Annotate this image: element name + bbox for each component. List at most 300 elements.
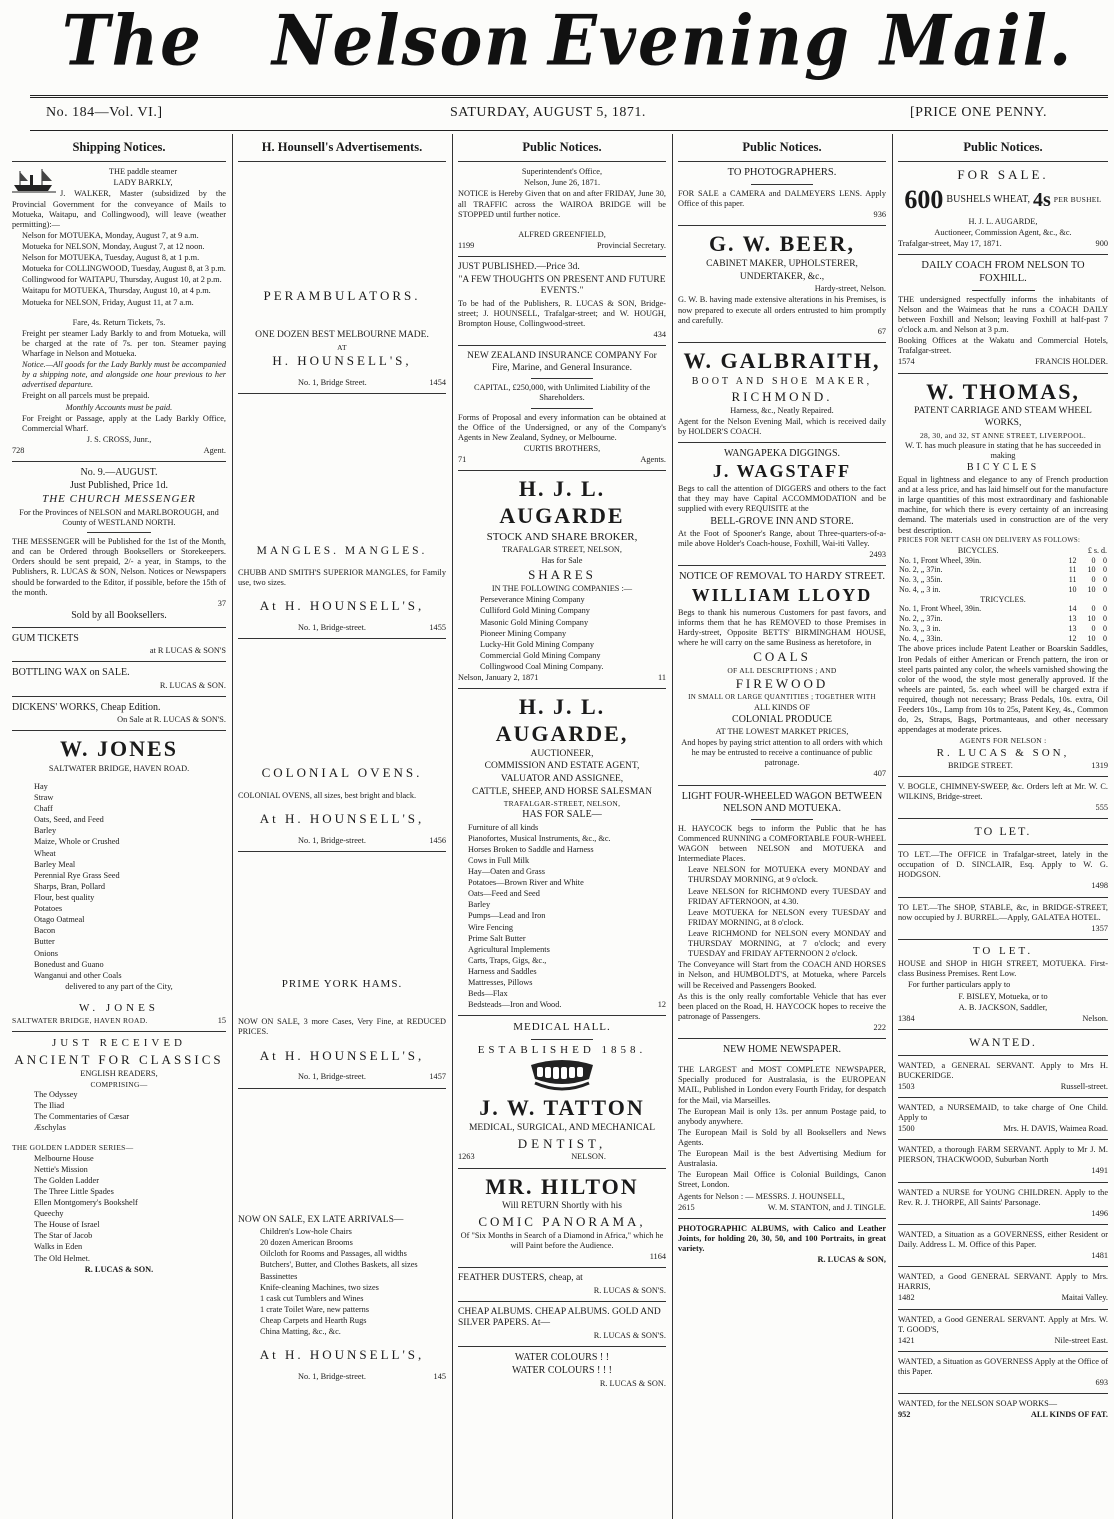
sailing-item: Waitapu for MOTUEKA, Thursday, August 10, at 4 p.m. — [22, 286, 211, 296]
ad-number: 1357 — [1091, 923, 1108, 933]
ad-text: The European Mail is only 13s. per annum Postage paid, to anybody anywhere. — [678, 1106, 886, 1126]
ad-text: CATTLE, SHEEP, AND HORSE SALESMAN — [472, 786, 652, 797]
table-cell: 10 — [1087, 584, 1096, 594]
ad-title: NEW HOME NEWSPAPER. — [722, 1044, 842, 1056]
list-item: Bacon — [34, 926, 56, 936]
list-item: Nettie's Mission — [34, 1164, 88, 1174]
ad-text: UNDERTAKER, &c., — [739, 271, 825, 282]
table-cell: 10 — [1068, 584, 1077, 594]
ad-signature: H. J. L. AUGARDE, — [968, 216, 1038, 226]
table-cell: 12 — [1068, 633, 1077, 643]
ad-text: R. LUCAS & SON. — [159, 680, 226, 690]
ad-text: J. WALKER, Master (subsidized by the Provincial Government for the conveyance of Mails to Motueka, Waitapu, and Collingwood), will leave (weather permitting):— — [12, 189, 226, 229]
column-divider — [672, 134, 673, 1519]
masthead — [0, 0, 1114, 92]
ad-number: 1491 — [1091, 1166, 1108, 1176]
ad-text: JUST PUBLISHED.—Price 3d. — [458, 262, 580, 273]
bicycle-price-table — [898, 546, 1108, 644]
table-cell: 0 — [1103, 623, 1107, 633]
list-item: Beds—Flax — [468, 989, 508, 999]
ad-text: JUST RECEIVED — [52, 1037, 186, 1050]
list-item: Wanganui and other Coals — [34, 970, 122, 980]
ad-text: THE GOLDEN LADDER SERIES— — [12, 1143, 134, 1153]
column-public-notices-1 — [458, 134, 666, 1519]
ad-wagon — [678, 791, 886, 1034]
table-cell: 0 — [1103, 565, 1107, 575]
ad-title: PRIME YORK HAMS. — [281, 977, 403, 990]
sailing-item: Motueka for NELSON, Monday, August 7, at 12 noon. — [22, 242, 205, 252]
ad-title: H. J. L. AUGARDE — [499, 476, 625, 528]
list-item: The Commentaries of Cæsar — [34, 1112, 130, 1122]
ad-text: WATER COLOURS ! ! ! — [512, 1365, 612, 1377]
list-item: Children's Low-hole Chairs — [260, 1227, 352, 1237]
ad-text: WANTED, for the NELSON SOAP WORKS— — [898, 1399, 1058, 1409]
ad-text: The European Mail Office is Colonial Buildings, Canon Street, London. — [678, 1170, 886, 1190]
ad-text: DENTIST, — [517, 1135, 607, 1151]
list-item: Collingwood Coal Mining Company. — [480, 662, 604, 672]
ad-thoughts — [458, 262, 666, 340]
ad-number: 1199 — [458, 240, 475, 250]
ad-text: THE undersigned respectfully informs the inhabitants of Nelson and the Waimeas that he runs a COACH DAILY between Foxhill and Nelson; leaving Foxhill at half-past 7 o'clock a.m. and Nelson at 3 p.m. — [898, 294, 1108, 335]
ad-title: PERAMBULATORS. — [263, 288, 421, 304]
ad-text: COMMISSION AND ESTATE AGENT, — [484, 761, 640, 772]
table-cell: 0 — [1103, 575, 1107, 585]
list-item: Potatoes—Brown River and White — [468, 878, 584, 888]
wanted-ad — [898, 1357, 1108, 1388]
list-item: Hay—Oaten and Grass — [468, 866, 545, 876]
masthead-word: The — [62, 0, 203, 82]
ad-text: WANTED, a NURSEMAID, to take charge of One Child. Apply to — [898, 1102, 1108, 1122]
section-wanted — [898, 1035, 1108, 1420]
ad-text: V. BOGLE, CHIMNEY-SWEEP, &c. Orders left at Mr. W. C. WILKINS, Bridge-street. — [898, 782, 1108, 802]
table-row — [898, 556, 1108, 566]
ad-text: Just Published, Price 1d. — [69, 480, 169, 492]
ad-number: 900 — [1095, 239, 1108, 249]
issue-number: No. 184—Vol. VI.] — [46, 105, 163, 120]
list-item: Sharps, Bran, Pollard — [34, 881, 105, 891]
ad-title: COLONIAL OVENS. — [261, 765, 423, 780]
ad-address: BRIDGE STREET. — [948, 761, 1013, 771]
list-item: Commercial Gold Mining Company — [480, 650, 601, 660]
ad-text: R. LUCAS & SON'S. — [593, 1331, 666, 1341]
ad-text: For Freight or Passage, apply at the Lady Barkly Office, Commercial Wharf. — [22, 413, 226, 433]
sailing-list — [12, 231, 226, 308]
list-item: China Matting, &c., &c. — [260, 1327, 341, 1337]
ad-title: WILLIAM LLOYD — [691, 584, 873, 605]
ad-text: Begs to call the attention of DIGGERS and others to the fact that they may have Capital ACCOMMODATION and be supplied with every REQUISITE at the — [678, 484, 886, 514]
ad-text: Harness, &c., Neatly Repaired. — [730, 405, 834, 415]
company-list — [458, 595, 666, 672]
column-shipping — [12, 134, 226, 1519]
ad-medical-hall — [458, 1021, 666, 1162]
ad-number: 145 — [433, 1372, 446, 1382]
item-list — [12, 782, 226, 981]
list-item: The Odyssey — [34, 1089, 78, 1099]
table-cell: 10 — [1087, 565, 1096, 575]
ad-shop: At H. HOUNSELL'S, — [259, 810, 425, 826]
sale-list — [458, 823, 666, 1011]
list-item: Mattresses, Pillows — [468, 978, 533, 988]
ad-number: 1263 — [458, 1152, 475, 1162]
ad-text: R. LUCAS & SON. — [599, 1378, 666, 1388]
ad-text: Notice.—All goods for the Lady Barkly must be accompanied by a shipping note, and alongside one hour previous to her advertised departure. — [22, 360, 226, 390]
ad-mangles — [238, 399, 446, 633]
list-item: Prime Salt Butter — [468, 933, 526, 943]
ad-shop: H. HOUNSELL'S, — [272, 352, 412, 368]
list-item: The Iliad — [34, 1101, 65, 1111]
list-item: Bedsteads—Iron and Wood. — [468, 1000, 562, 1010]
list-item: Hay — [34, 781, 48, 791]
ad-text: W. T. has much pleasure in stating that he has succeeded in making — [905, 440, 1101, 460]
ad-text: Agents. — [640, 455, 666, 464]
column-heading: H. Hounsell's Advertisements. — [261, 140, 423, 154]
sailing-item: Motueka for NELSON, Friday, August 11, at 7 a.m. — [22, 297, 194, 307]
list-item: Horses Broken to Saddle and Harness — [468, 844, 594, 854]
ad-text: NELSON. — [571, 1152, 606, 1162]
table-row — [898, 575, 1108, 585]
ad-text: MEDICAL, SURGICAL, AND MECHANICAL — [468, 1123, 656, 1134]
table-cell: No. 2, „ 37in. — [899, 565, 943, 575]
ad-wheat-sale — [898, 167, 1108, 249]
ad-text: Forms of Proposal and every information can be obtained at the Office of the Undersigned, or any of the Company's Agents in New Zealand, Sydney, or Melbourne. — [458, 412, 666, 442]
ad-text: To be had of the Publishers, R. LUCAS & SON, Bridge-street; J. HOUNSELL, Trafalgar-street; and W. HOUGH, Brompton House, Collingwood-street. — [458, 298, 666, 328]
ad-address: No. 1, Bridge-street. — [298, 1072, 366, 1082]
ad-text: RICHMOND. — [731, 388, 833, 404]
ad-title: NEW ZEALAND INSURANCE COMPANY For Fire, Marine, and General Insurance. — [467, 351, 657, 373]
ad-text: Trafalgar-street, May 17, 1871. — [898, 239, 1002, 249]
ad-text: BICYCLES — [966, 461, 1040, 473]
dateline — [0, 104, 1114, 126]
ship-name: LADY BARKLY, — [113, 178, 173, 188]
ad-signature: CURTIS BROTHERS, — [523, 443, 601, 453]
ad-text: WATER COLOURS ! ! — [514, 1352, 610, 1364]
ad-title: "A FEW THOUGHTS ON PRESENT AND FUTURE EVENTS." — [458, 274, 666, 297]
table-cell: No. 4, „ 33in. — [899, 633, 943, 643]
ad-text: CAPITAL, £250,000, with Unlimited Liability of the Shareholders. — [473, 383, 651, 403]
ad-title: FOR SALE. — [957, 167, 1049, 183]
ad-cheap-albums — [458, 1307, 666, 1341]
wanted-ad — [898, 1315, 1108, 1346]
table-cell: 0 — [1103, 604, 1107, 614]
ad-text: ESTABLISHED 1858. — [477, 1043, 647, 1056]
table-header: £ s. d. — [1087, 545, 1107, 555]
ad-daily-coach — [898, 260, 1108, 367]
ad-text: ONE DOZEN BEST MELBOURNE MADE. — [255, 330, 429, 341]
list-item: The Golden Ladder — [34, 1175, 99, 1185]
ad-text: COLONIAL PRODUCE — [732, 713, 832, 725]
table-cell: 0 — [1103, 614, 1107, 624]
schedule-item: Leave NELSON for MOTUEKA every MONDAY and THURSDAY MORNING, at 9 o'clock. — [688, 865, 886, 885]
ad-text: H. HAYCOCK begs to inform the Public that he has Commenced RUNNING a COMFORTABLE FOUR-WHEEL WAGON between NELSON and MOTUEKA and Intermediate Places. — [678, 823, 886, 864]
list-item: Cows in Full Milk — [468, 855, 530, 865]
ad-beer — [678, 231, 886, 337]
table-header: BICYCLES. — [957, 545, 999, 555]
ad-title: J. WAGSTAFF — [712, 461, 852, 482]
ad-text: Nelson. — [1082, 1013, 1108, 1023]
column-heading: Public Notices. — [963, 140, 1043, 154]
ad-text: IN THE FOLLOWING COMPANIES :— — [491, 584, 633, 594]
table-cell: 10 — [1087, 633, 1096, 643]
list-item: Furniture of all kinds — [468, 822, 539, 832]
column-public-notices-3 — [898, 134, 1108, 1519]
table-cell: 10 — [1087, 614, 1096, 624]
ad-number: 1455 — [429, 622, 446, 632]
ad-dickens — [12, 702, 226, 725]
section-title: WANTED. — [969, 1034, 1037, 1049]
ad-text: The European Mail is the best Advertising Medium for Australasia. — [678, 1149, 886, 1169]
ad-number: 2615 — [678, 1202, 695, 1212]
table-cell: 0 — [1103, 633, 1107, 643]
ad-number: 952 — [898, 1410, 911, 1420]
list-item: Bassinettes — [260, 1271, 298, 1281]
ad-number: 555 — [1095, 803, 1108, 813]
ad-text: Fare, 4s. Return Tickets, 7s. — [72, 317, 166, 327]
schedule-item: Leave RICHMOND for NELSON every MONDAY and THURSDAY MORNING, at 7 o'clock; and every TUESDAY and FRIDAY AFTERNOON 2 o'clock. — [688, 928, 886, 959]
ad-photographers — [678, 167, 886, 220]
list-item: Chaff — [34, 804, 53, 814]
ad-thomas-bicycles — [898, 379, 1108, 772]
ad-text: F. BISLEY, Motueka, or to — [958, 991, 1048, 1001]
ad-text: WANTED, a Good GENERAL SERVANT. Apply at Mrs. W. T. GOOD'S, — [898, 1314, 1108, 1334]
ad-lady-barkly — [12, 167, 226, 456]
ad-number: 1456 — [429, 835, 446, 845]
masthead-word: Mail. — [880, 0, 1074, 82]
ad-text: A. B. JACKSON, Saddler, — [958, 1002, 1048, 1012]
ad-text: Superintendent's Office, — [521, 167, 603, 177]
masthead-rule — [30, 95, 1108, 98]
ad-text: COALS — [753, 649, 811, 665]
ad-title: W. GALBRAITH, — [683, 347, 881, 373]
ad-text: For further particulars apply to — [908, 980, 1011, 990]
list-item: Oats, Seed, and Feed — [34, 815, 104, 825]
list-item: Maize, Whole or Crushed — [34, 837, 120, 847]
ad-signature: R. LUCAS & SON. — [84, 1264, 154, 1274]
ad-text: Freight on all parcels must be prepaid. — [22, 391, 150, 401]
ad-text: BUSHELS WHEAT, — [946, 193, 1030, 205]
ad-text: On Sale at R. LUCAS & SON'S. — [117, 714, 226, 724]
wanted-ad — [898, 1272, 1108, 1303]
ad-title: G. W. BEER, — [708, 231, 856, 257]
ad-text: Monthly Accounts must be paid. — [65, 402, 173, 412]
ad-text: For the Provinces of NELSON and MARLBOROUGH, and County of WESTLAND NORTH. — [19, 507, 219, 527]
sailing-item: Motueka for COLLINGWOOD, Tuesday, August 8, at 3 p.m. — [22, 264, 226, 274]
ad-title: MR. HILTON — [485, 1173, 639, 1199]
list-item: Bonedust and Guano — [34, 959, 104, 969]
table-cell: 0 — [1091, 575, 1096, 585]
table-cell: 12 — [1068, 555, 1077, 565]
ad-signature: J. S. CROSS, Junr., — [86, 434, 152, 444]
section-title: TO LET. — [974, 824, 1032, 839]
ad-number: 15 — [217, 1016, 226, 1026]
ad-bottling-wax — [12, 667, 226, 690]
ad-address: No. 1, Bridge-street. — [298, 835, 366, 845]
ad-text: AT THE LOWEST MARKET PRICES, — [715, 726, 849, 736]
ad-number: 1164 — [649, 1252, 666, 1262]
list-item: Perennial Rye Grass Seed — [34, 870, 120, 880]
ad-text: Sold by all Booksellers. — [71, 609, 167, 621]
ad-text: STOCK AND SHARE BROKER, — [486, 530, 638, 543]
ad-text: HOUSE and SHOP in HIGH STREET, MOTUEKA. First-class Business Premises. Rent Low. — [898, 959, 1108, 979]
ad-number: 1457 — [429, 1072, 446, 1082]
list-item: Wheat — [34, 848, 56, 858]
ad-text: IN SMALL OR LARGE QUANTITIES ; TOGETHER WITH — [688, 693, 876, 702]
ad-title: ANCIENT FOR CLASSICS — [14, 1051, 224, 1067]
ad-number: 1421 — [898, 1335, 915, 1345]
wanted-ad — [898, 1061, 1108, 1092]
ad-title: W. THOMAS, — [926, 378, 1080, 404]
ad-augarde-auctioneer — [458, 694, 666, 1010]
ad-text: WANTED, a thorough FARM SERVANT. Apply to Mr J. M. PIERSON, THACKWOOD, Suburban North — [898, 1145, 1108, 1165]
table-cell: No. 1, Front Wheel, 39in. — [899, 555, 982, 565]
ad-text: VALUATOR AND ASSIGNEE, — [500, 774, 624, 785]
ad-text: THE MESSENGER will be Published for the 1st of the Month, and can be Ordered through Booksellers or Storekeepers. Orders should be sent prepaid, 2/- a year, in Stamps, to the Publishers, R. LUCAS & SON, Nelson. Notices or Newspapers should be forwarded to the Editor, if possible, before the 15th of the month. — [12, 537, 226, 597]
ad-arrivals — [238, 1094, 446, 1383]
ad-text: G. W. B. having made extensive alterations in his Premises, is now prepared to execute all orders entrusted to him promptly and carefully. — [678, 295, 886, 325]
ad-text: Of "Six Months in Search of a Diamond in Africa," which he will Paint before the Audience. — [460, 1230, 664, 1250]
ad-text: AGENTS FOR NELSON : — [959, 736, 1047, 746]
ad-text: FEATHER DUSTERS, cheap, at — [458, 1273, 583, 1284]
table-cell: 14 — [1068, 604, 1077, 614]
ad-title: DAILY COACH FROM NELSON TO FOXHILL. — [921, 260, 1085, 284]
ad-text: AT — [337, 342, 347, 352]
list-item: Barley Meal — [34, 859, 76, 869]
ad-title: H. J. L. AUGARDE, — [495, 694, 629, 747]
ad-text: Freight per steamer Lady Barkly to and from Motueka, will be charged at the rate of 7s. per ton. Steamer paying Wharfage in Nelson and Motueka. — [22, 328, 226, 358]
book-list — [12, 1154, 226, 1264]
ad-hilton — [458, 1174, 666, 1263]
ad-text: Agent for the Nelson Evening Mail, which is received daily by HOLDER'S COACH. — [678, 416, 886, 436]
column-divider — [232, 134, 233, 1519]
ad-number: 1496 — [1091, 1208, 1108, 1218]
ad-title: MANGLES. MANGLES. — [256, 544, 428, 557]
ad-text: Nelson, January 2, 1871 — [458, 673, 539, 683]
ad-address: Mrs. H. DAVIS, Waimea Road. — [1003, 1124, 1108, 1134]
table-row — [898, 624, 1108, 634]
ad-text: CABINET MAKER, UPHOLSTERER, — [706, 259, 858, 270]
column-hounsell — [238, 134, 446, 1519]
ad-text: at R LUCAS & SON'S — [149, 646, 226, 656]
list-item: Oats—Feed and Seed — [468, 889, 540, 899]
ad-text: TO LET.—The SHOP, STABLE, &c, in BRIDGE-STREET, now occupied by J. BURREL.—Apply, GALATEA HOTEL. — [898, 902, 1108, 922]
list-item: 20 dozen American Brooms — [260, 1238, 353, 1248]
list-item: Harness and Saddles — [468, 966, 537, 976]
ad-text: Auctioneer, Commission Agent, &c., &c. — [934, 227, 1072, 237]
ad-text: CHEAP ALBUMS. CHEAP ALBUMS. GOLD AND SILVER PAPERS. At— — [458, 1306, 661, 1329]
ad-text: HAS FOR SALE— — [522, 809, 602, 821]
ad-text: ENGLISH READERS, — [80, 1068, 158, 1078]
ad-number: 11 — [658, 673, 666, 683]
table-cell: No. 3, „ 35in. — [899, 575, 943, 585]
ad-title: TO PHOTOGRAPHERS. — [727, 167, 837, 179]
ad-text: And hopes by paying strict attention to all orders with which he may be entrusted to receive a continuance of public patronage. — [681, 738, 883, 768]
wanted-ad — [898, 1103, 1108, 1134]
list-item: Wire Fencing — [468, 922, 514, 932]
ad-title: MEDICAL HALL. — [513, 1021, 611, 1034]
list-item: Butchers', Butter, and Clothes Baskets, all sizes — [260, 1260, 418, 1270]
ad-number: 1574 — [898, 357, 915, 367]
ad-text: BOOT AND SHOE MAKER, — [691, 375, 873, 387]
schedule-item: Leave NELSON for RICHMOND every TUESDAY and FRIDAY AFTERNOON, at 4.30. — [688, 886, 886, 906]
ad-number: 1454 — [429, 377, 446, 387]
ad-address: ALL KINDS OF FAT. — [1030, 1410, 1108, 1420]
ad-new-home-newspaper — [678, 1044, 886, 1213]
ad-number: 1498 — [1091, 881, 1108, 891]
table-cell: 13 — [1068, 614, 1077, 624]
ad-w-jones — [12, 736, 226, 1027]
list-item: Straw — [34, 792, 54, 802]
ad-galbraith — [678, 348, 886, 437]
table-row — [898, 585, 1108, 595]
book-list — [12, 1090, 226, 1133]
ad-address: Maitai Valley. — [1061, 1293, 1108, 1303]
issue-date: SATURDAY, AUGUST 5, 1871. — [450, 105, 646, 120]
column-heading: Public Notices. — [522, 140, 602, 154]
table-cell: No. 2, „ 37in. — [899, 614, 943, 624]
list-item: Queechy — [34, 1209, 64, 1219]
ad-text: GUM TICKETS — [12, 633, 79, 645]
ad-text: Will RETURN Shortly with his — [502, 1201, 622, 1212]
column-divider — [892, 134, 893, 1519]
column-divider — [452, 134, 453, 1519]
ad-text: FOR SALE a CAMERA and DALMEYERS LENS. Apply Office of this paper. — [678, 189, 886, 209]
section-to-let — [898, 824, 1108, 1023]
table-header: TRICYCLES. — [980, 594, 1026, 604]
dateline-rule — [30, 130, 1108, 131]
ad-number: 1482 — [898, 1293, 915, 1303]
list-item: Butter — [34, 937, 55, 947]
ad-address: Hardy-street, Nelson. — [814, 284, 886, 294]
list-item: Pumps—Lead and Iron — [468, 911, 546, 921]
table-row — [898, 614, 1108, 624]
list-item: 1 cask cut Tumblers and Wines — [260, 1293, 364, 1303]
ad-shop: At H. HOUNSELL'S, — [259, 598, 425, 614]
item-list — [238, 1227, 446, 1337]
list-item: The Old Helmet. — [34, 1253, 90, 1263]
ad-photo-albums — [678, 1224, 886, 1265]
table-cell: 0 — [1091, 604, 1096, 614]
ad-number: 67 — [877, 326, 886, 336]
ad-number: 2493 — [869, 549, 886, 559]
ad-text: NOW ON SALE, 3 more Cases, Very Fine, at REDUCED PRICES. — [238, 1017, 446, 1037]
ad-number: 1384 — [898, 1013, 915, 1023]
ad-text: OF ALL DESCRIPTIONS ; AND — [727, 666, 837, 676]
ad-address: Russell-street. — [1060, 1081, 1108, 1091]
ad-number: 222 — [873, 1022, 886, 1032]
dentures-icon — [527, 1059, 597, 1093]
ad-signature: FRANCIS HOLDER. — [1035, 357, 1108, 367]
ad-text: CHUBB AND SMITH'S SUPERIOR MANGLES, for Family use, two sizes. — [238, 567, 446, 587]
list-item: Onions — [34, 948, 58, 958]
ad-number: 936 — [873, 210, 886, 220]
ad-text: BELL-GROVE INN AND STORE. — [710, 515, 854, 527]
ad-text: The Conveyance will Start from the COACH AND HORSES in Nelson, and HUMBOLDT'S, at Motueka, where Parcels will be Received and Passengers Booked. — [678, 960, 886, 990]
list-item: Barley — [34, 826, 57, 836]
list-item: Oilcloth for Rooms and Passages, all widths — [260, 1249, 407, 1259]
ad-text: As this is the only really comfortable Vehicle that has ever been placed on the Road, H. HAYCOCK hopes to receive the patronage of Passengers. — [678, 991, 886, 1021]
list-item: The House of Israel — [34, 1220, 100, 1230]
ad-signature: ALFRED GREENFIELD, — [518, 229, 606, 239]
section-title: TO LET. — [972, 944, 1034, 957]
wheat-price: 4s — [1032, 188, 1051, 211]
ad-number: 1319 — [1091, 761, 1108, 771]
ad-text: THE LARGEST and MOST COMPLETE NEWSPAPER, Specially produced for Australasia, is the EUROPEAN MAIL, Published in London every Fourth Friday, for despatch for the Mail, via Marseilles. — [678, 1065, 886, 1105]
schedule-item: Leave MOTUEKA for NELSON every TUESDAY and FRIDAY MORNING, at 8 o'clock. — [688, 907, 886, 927]
ad-title: THE CHURCH MESSENGER — [42, 493, 196, 506]
ad-gum-tickets — [12, 633, 226, 656]
list-item: Agricultural Implements — [468, 944, 550, 954]
ad-address: No. 1, Bridge-street. — [298, 622, 366, 632]
wanted-ad — [898, 1145, 1108, 1176]
